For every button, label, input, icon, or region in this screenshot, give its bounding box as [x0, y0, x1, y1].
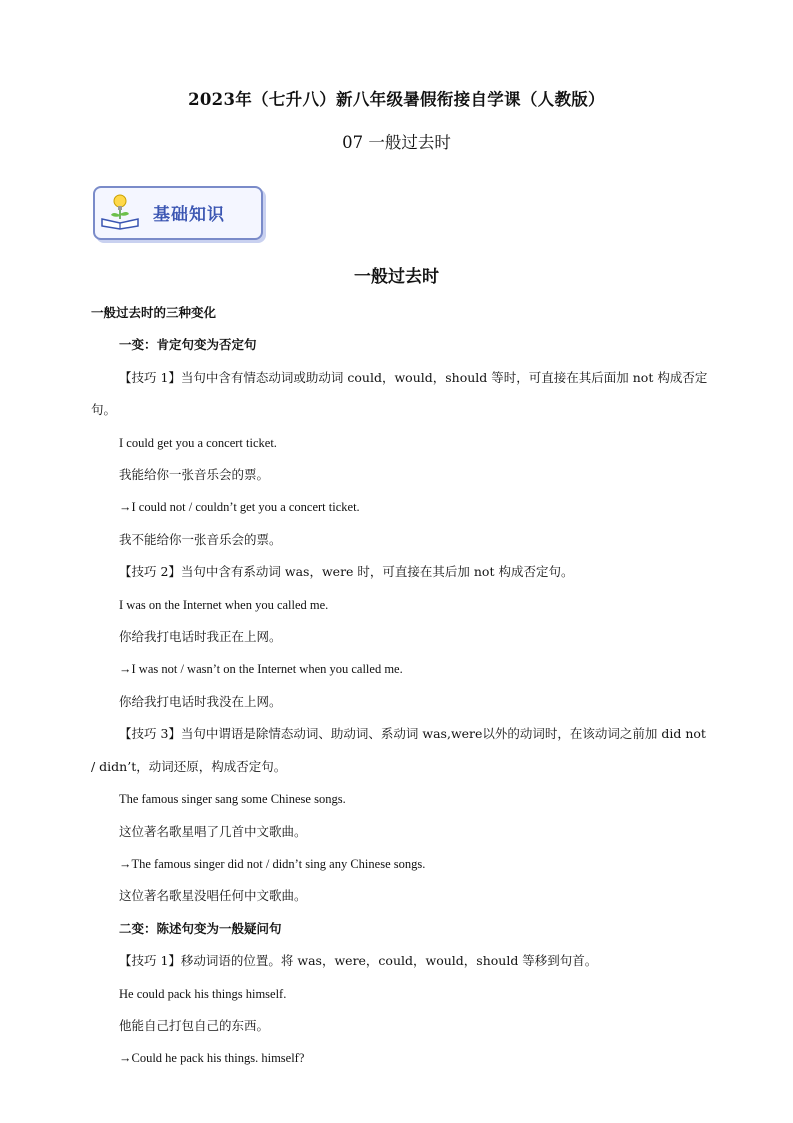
badge-label: 基础知识 [153, 205, 225, 225]
example-transformed: →I was not / wasn’t on the Internet when you called me. [119, 662, 403, 677]
example-transformed: →I could not / couldn’t get you a concert ticket. [119, 500, 360, 515]
heading-three-changes: 一般过去时的三种变化 [91, 305, 217, 320]
example-transformed: →Could he pack his things. himself? [119, 1051, 305, 1066]
example-english: He could pack his things himself. [119, 986, 287, 1001]
example-chinese: 这位著名歌星唱了几首中文歌曲。 [119, 823, 307, 839]
subheading-change-1: 一变：肯定句变为否定句 [119, 337, 257, 353]
tip-paragraph: 【技巧 2】当句中含有系动词 was，were 时，可直接在其后加 not 构成否定句。 [119, 564, 574, 580]
section-badge [93, 186, 263, 240]
document-title: 2023年（七升八）新八年级暑假衔接自学课（人教版） [188, 90, 605, 109]
example-chinese: 我能给你一张音乐会的票。 [119, 467, 270, 483]
example-chinese: 你给我打电话时我没在上网。 [119, 693, 282, 709]
example-english: The famous singer sang some Chinese songs. [119, 792, 346, 807]
example-chinese: 这位著名歌星没唱任何中文歌曲。 [119, 888, 307, 904]
example-english: I was on the Internet when you called me. [119, 597, 329, 612]
tip-paragraph: 【技巧 3】当句中谓语是除情态动词、助动词、系动词 was,were以外的动词时，在该动词之前加 did not / didn’t，动词还原，构成否定句。 [91, 726, 706, 774]
tip-paragraph: 【技巧 1】当句中含有情态动词或助动词 could，would，should 等时，可直接在其后面加 not 构成否定句。 [91, 369, 708, 418]
document-subtitle: 07 一般过去时 [342, 133, 451, 152]
tip-paragraph: 【技巧 1】移动词语的位置。将 was，were，could，would，should 等移到句首。 [119, 953, 598, 969]
example-chinese: 他能自己打包自己的东西。 [119, 1017, 270, 1033]
example-transformed: →The famous singer did not / didn’t sing any Chinese songs. [119, 856, 426, 871]
book-lightbulb-icon [99, 192, 141, 230]
example-english: I could get you a concert ticket. [119, 435, 277, 450]
content-body [91, 297, 711, 1075]
example-chinese: 我不能给你一张音乐会的票。 [119, 531, 282, 547]
section-title: 一般过去时 [354, 267, 439, 287]
example-chinese: 你给我打电话时我正在上网。 [119, 629, 282, 645]
subheading-change-2: 二变：陈述句变为一般疑问句 [119, 920, 282, 936]
